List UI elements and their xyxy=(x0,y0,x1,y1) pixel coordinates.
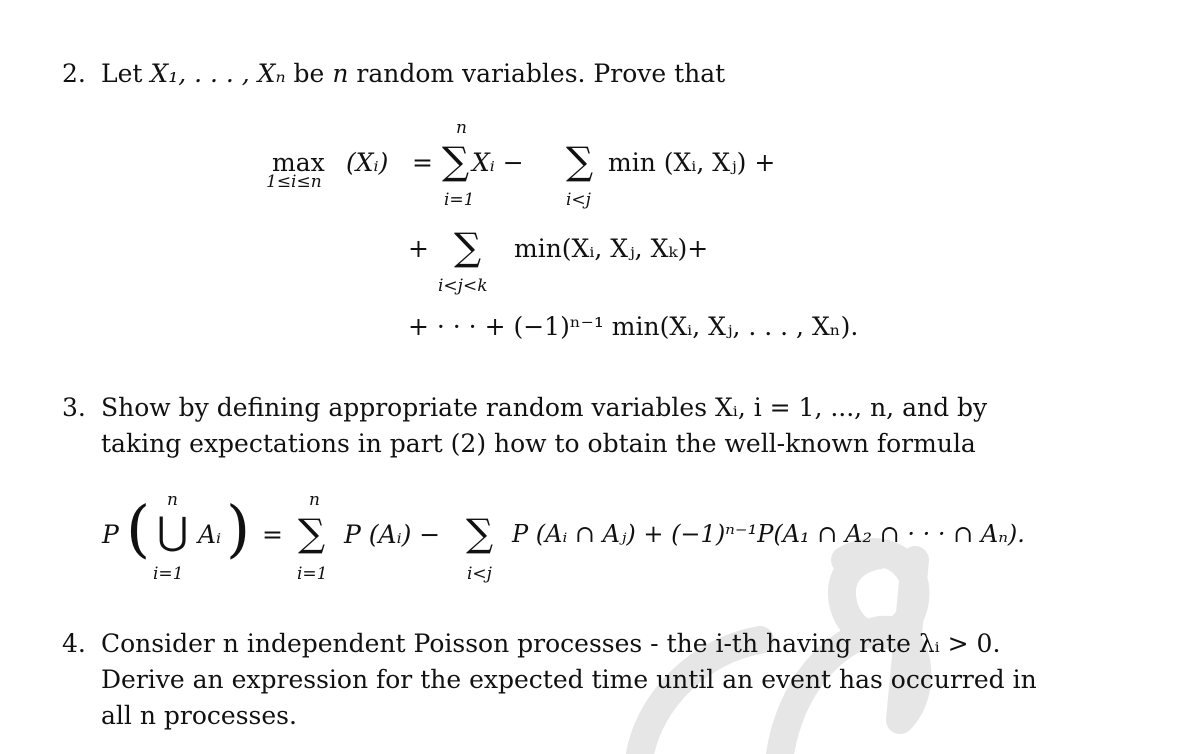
sum3-lower: i<j<k xyxy=(438,276,488,296)
lhs-argument: (Xᵢ) xyxy=(346,148,389,177)
sum3-sigma: ∑ xyxy=(454,225,482,269)
problem-number: 4. xyxy=(62,629,86,658)
max-subscript: 1≤i≤n xyxy=(266,172,322,192)
equals-sign: = xyxy=(412,148,433,177)
problem-text-line: taking expectations in part (2) how to obtain the well-known formula xyxy=(101,429,976,458)
sum2-term: P (Aᵢ ∩ Aⱼ) + (−1)ⁿ⁻¹P(A₁ ∩ A₂ ∩ · · · ∩ Aₙ). xyxy=(512,520,1025,548)
sum1-sigma: ∑ xyxy=(442,139,470,183)
sum2-sigma: ∑ xyxy=(466,511,494,555)
sum1-upper: n xyxy=(456,118,467,138)
sum1-upper: n xyxy=(309,490,320,510)
sum1-term: P (Aᵢ) − xyxy=(344,520,441,549)
union-lower: i=1 xyxy=(153,564,184,584)
sum2-sigma: ∑ xyxy=(566,139,594,183)
union-upper: n xyxy=(167,490,178,510)
sum2-lower: i<j xyxy=(467,564,492,584)
plus-sign: + xyxy=(408,234,429,263)
left-paren: ( xyxy=(126,492,151,565)
sum1-term: Xᵢ − xyxy=(472,148,524,177)
sum2-term: min (Xᵢ, Xⱼ) + xyxy=(608,148,776,177)
problem-text-line: Show by defining appropriate random variables Xᵢ, i = 1, ..., n, and by xyxy=(101,393,988,422)
equation-final-line: + · · · + (−1)ⁿ⁻¹ min(Xᵢ, Xⱼ, . . . , Xₙ). xyxy=(408,312,859,341)
max-operator: max xyxy=(272,148,325,177)
union-argument: Aᵢ xyxy=(198,520,222,549)
problem-text-line: Consider n independent Poisson processes - the i-th having rate λᵢ > 0. xyxy=(101,629,1001,658)
problem-text: Let X₁, . . . , Xₙ be n random variables. Prove that xyxy=(101,59,726,88)
sum1-lower: i=1 xyxy=(297,564,328,584)
sum1-lower: i=1 xyxy=(444,190,475,210)
right-paren: ) xyxy=(226,492,251,565)
sum3-term: min(Xᵢ, Xⱼ, Xₖ)+ xyxy=(514,234,709,263)
union-symbol: ⋃ xyxy=(157,509,189,553)
problem-number: 2. xyxy=(62,59,86,88)
equals-sign: = xyxy=(262,520,283,549)
sum1-sigma: ∑ xyxy=(298,511,326,555)
sum2-lower: i<j xyxy=(566,190,591,210)
problem-text-line: Derive an expression for the expected time until an event has occurred in xyxy=(101,665,1037,694)
problem-number: 3. xyxy=(62,393,86,422)
problem-text-line: all n processes. xyxy=(101,701,297,730)
probability-p: P xyxy=(102,520,119,549)
